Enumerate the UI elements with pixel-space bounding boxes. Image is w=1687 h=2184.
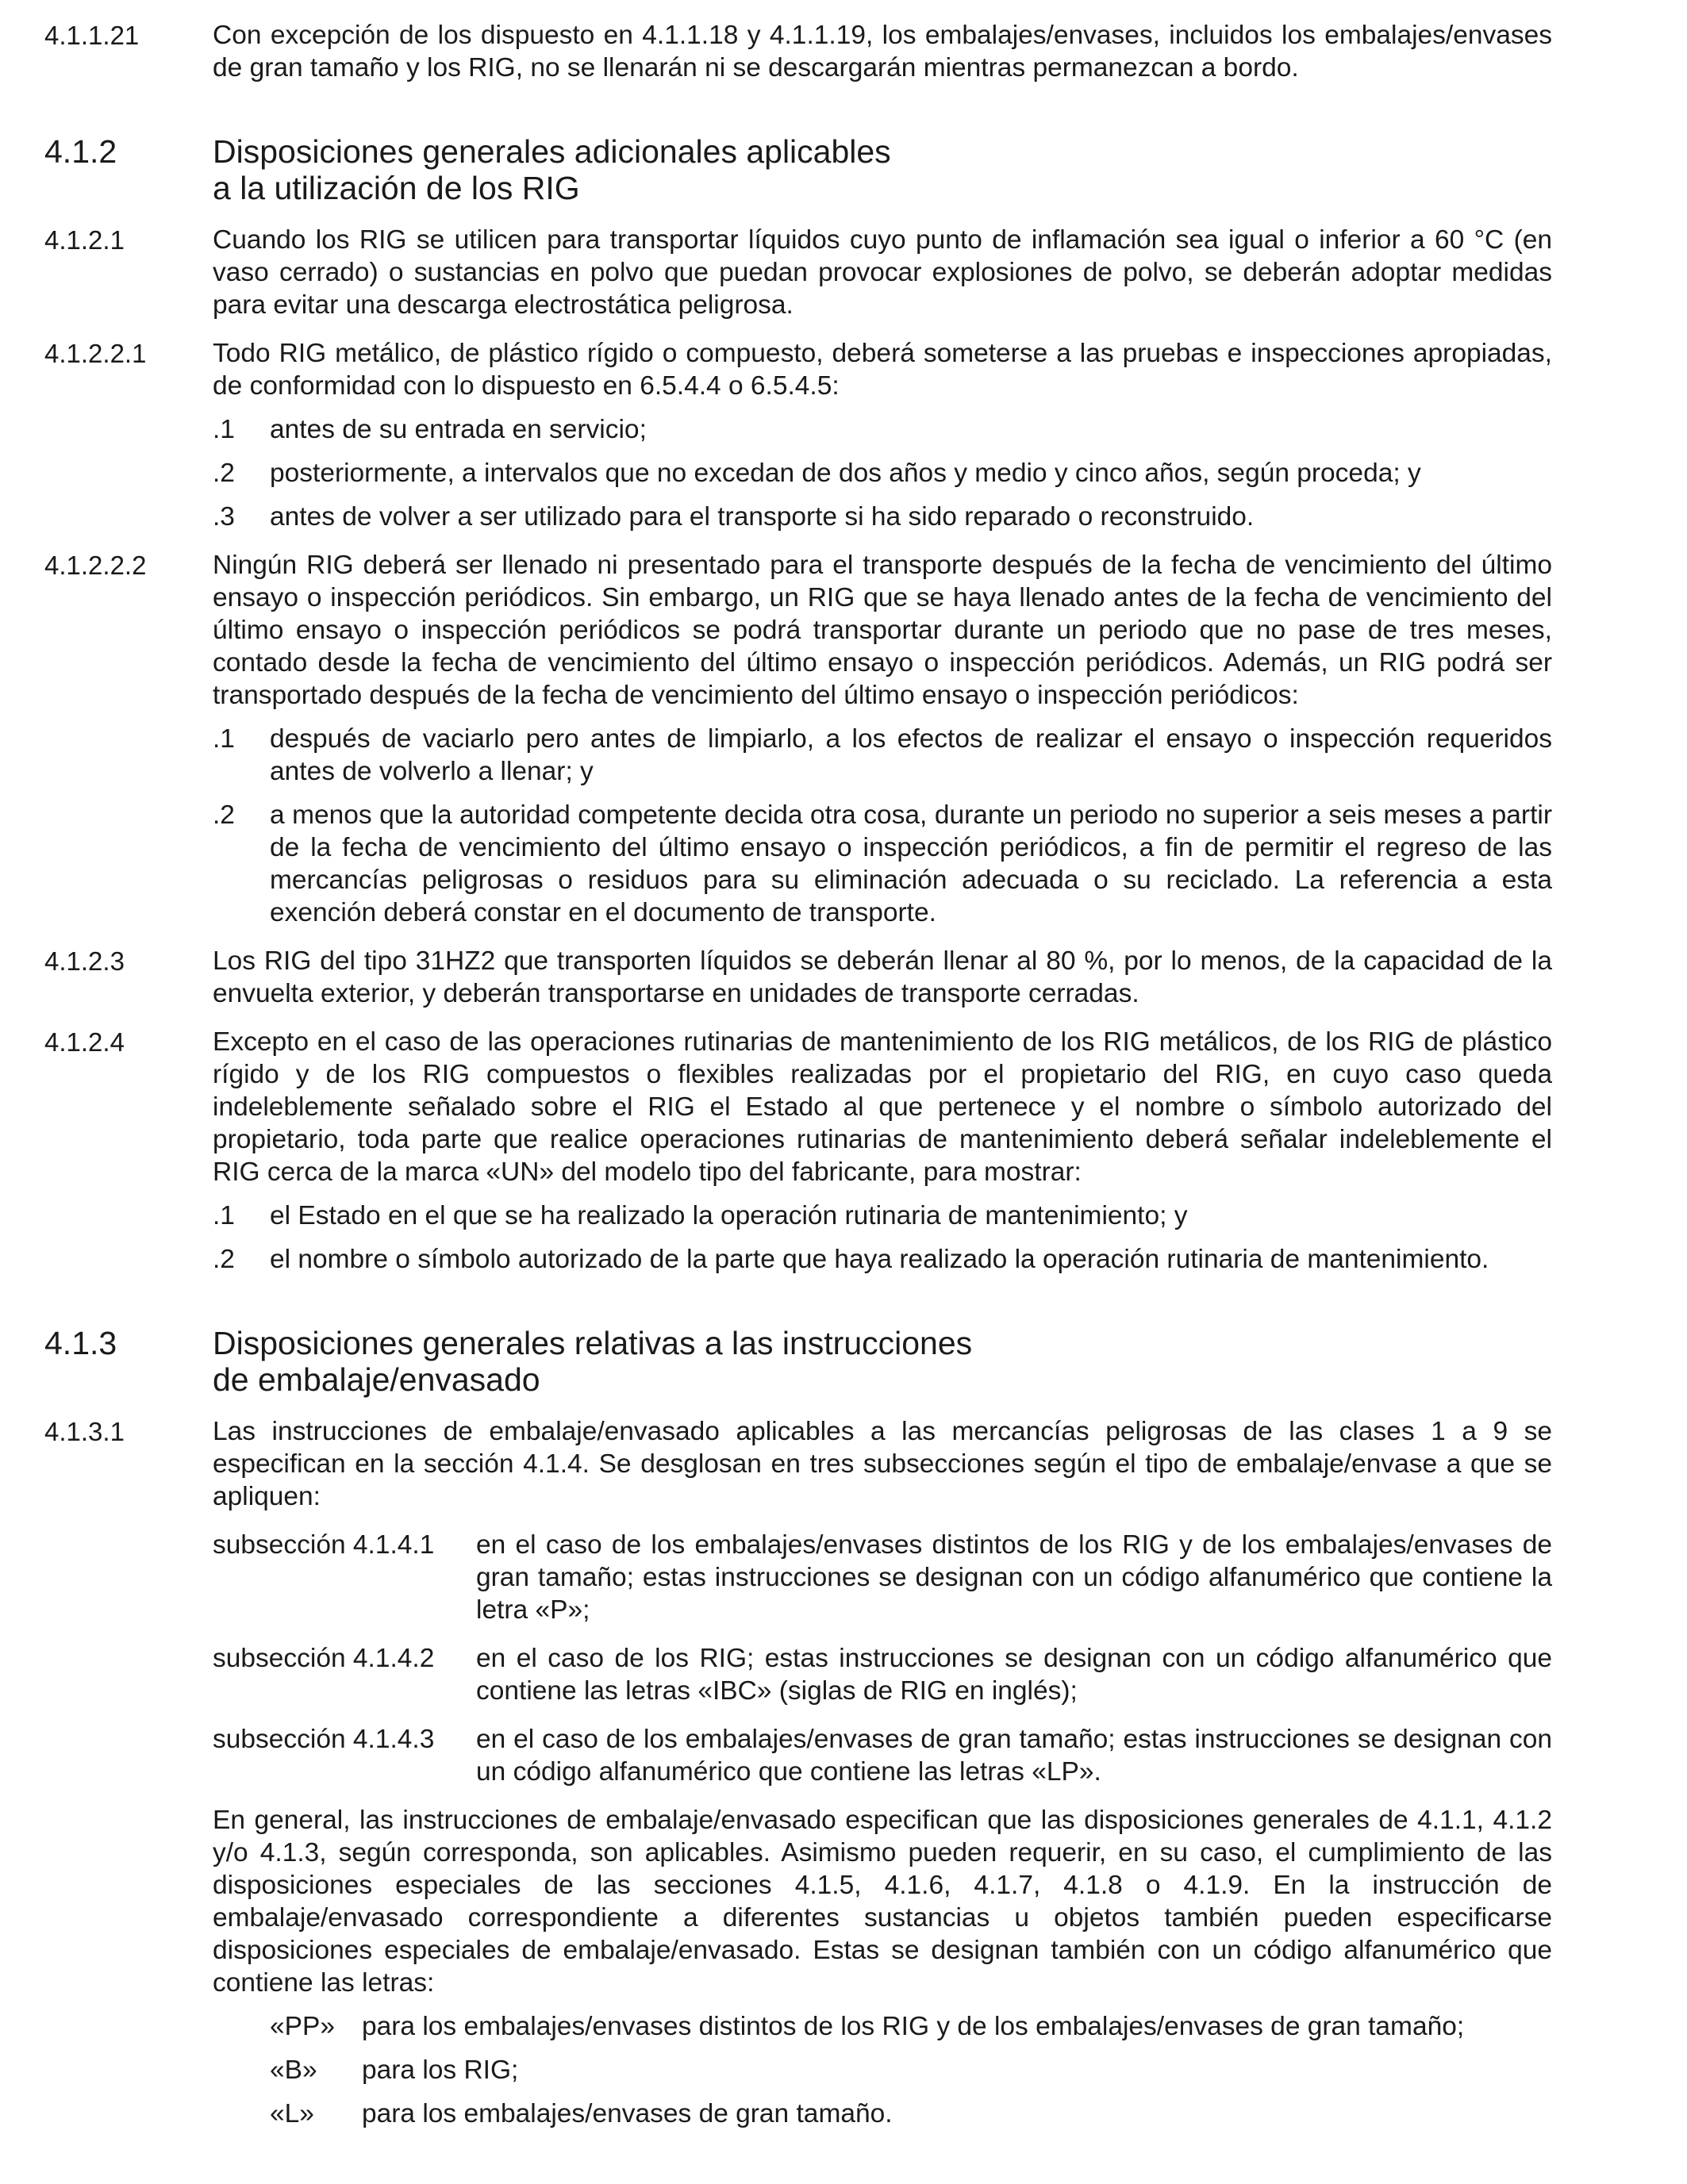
code-text: para los embalajes/envases de gran tamaño. (362, 2099, 893, 2128)
list-item (213, 723, 1552, 788)
code-label: «B» (270, 2055, 317, 2085)
code-text: para los RIG; (362, 2055, 519, 2085)
section-heading-4-1-3 (44, 1325, 1552, 1398)
subsection-item (213, 1529, 1552, 1626)
list-item-text: después de vaciarlo pero antes de limpiarlo, a los efectos de realizar el ensayo o inspección requeridos antes de volverlo a llenar; y (270, 724, 1552, 786)
paragraph-number: 4.1.2.1 (44, 225, 125, 255)
list-item (213, 1243, 1552, 1276)
list-marker: .3 (213, 502, 235, 532)
paragraph-number: 4.1.3.1 (44, 1417, 125, 1446)
list-item-text: posteriormente, a intervalos que no excedan de dos años y medio y cinco años, según proceda; y (270, 459, 1421, 488)
section-number: 4.1.3 (44, 1325, 117, 1361)
subsection-label: subsección 4.1.4.3 (213, 1725, 435, 1754)
paragraph-number: 4.1.2.2.2 (44, 551, 147, 580)
list-marker: .2 (213, 1245, 235, 1274)
subsection-item (213, 1723, 1552, 1788)
section-heading-4-1-2 (44, 133, 1552, 206)
list-item-text: el Estado en el que se ha realizado la operación rutinaria de mantenimiento; y (270, 1201, 1188, 1230)
paragraph-number: 4.1.2.2.1 (44, 339, 147, 368)
section-title-line-1: Disposiciones generales adicionales aplicables (213, 133, 891, 170)
code-label: «PP» (270, 2012, 335, 2041)
list-item-text: antes de volver a ser utilizado para el transporte si ha sido reparado o reconstruido. (270, 502, 1255, 532)
list-item-text: el nombre o símbolo autorizado de la parte que haya realizado la operación rutinaria de mantenimiento. (270, 1245, 1489, 1274)
document-page (44, 19, 1552, 2130)
section-title-line-2: a la utilización de los RIG (213, 170, 580, 206)
list-item (213, 799, 1552, 929)
paragraph-number: 4.1.2.4 (44, 1027, 125, 1057)
section-title-line-2: de embalaje/envasado (213, 1361, 540, 1398)
list-item-text: a menos que la autoridad competente decida otra cosa, durante un periodo no superior a seis meses a partir de la fecha de vencimiento del último ensayo o inspección periódicos, a fin de permitir el regreso de las mercancías peligrosas o residuos para su eliminación adecuada o su reciclado. La referencia a esta exención deberá constar en el documento de transporte. (270, 800, 1552, 927)
list-item (213, 501, 1552, 533)
subsection-item (213, 1642, 1552, 1707)
list-marker: .1 (213, 415, 235, 444)
list-marker: .2 (213, 800, 235, 830)
paragraph-4-1-2-2-2 (44, 549, 1552, 712)
general-paragraph: En general, las instrucciones de embalaje/envasado especifican que las disposiciones generales de 4.1.1, 4.1.2 y/o 4.1.3, según corresponda, son aplicables. Asimismo pueden requerir, en su caso, el cumplimiento de las disposiciones especiales de las secciones 4.1.5, 4.1.6, 4.1.7, 4.1.8 o 4.1.9. En la instrucción de embalaje/envasado correspondiente a diferentes sustancias u objetos también pueden especificarse disposiciones especiales de embalaje/envasado. Estas se designan también con un código alfanumérico que contiene las letras: (213, 1806, 1552, 1998)
list-marker: .1 (213, 1201, 235, 1230)
paragraph-text: Ningún RIG deberá ser llenado ni presentado para el transporte después de la fecha de vencimiento del último ensayo o inspección periódicos. Sin embargo, un RIG que se haya llenado antes de la fecha de vencimiento del último ensayo o inspección periódicos se podrá transportar durante un periodo que no pase de tres meses, contado desde la fecha de vencimiento del último ensayo o inspección periódicos. Además, un RIG podrá ser transportado después de la fecha de vencimiento del último ensayo o inspección periódicos: (213, 551, 1552, 710)
list-item (213, 413, 1552, 446)
paragraph-text: Todo RIG metálico, de plástico rígido o compuesto, deberá someterse a las pruebas e inspecciones apropiadas, de conformidad con lo dispuesto en 6.5.4.4 o 6.5.4.5: (213, 339, 1552, 401)
list-item-text: antes de su entrada en servicio; (270, 415, 647, 444)
paragraph-4-1-2-1 (44, 224, 1552, 321)
list-item (213, 1199, 1552, 1232)
subsection-text: en el caso de los embalajes/envases distintos de los RIG y de los embalajes/envases de gran tamaño; estas instrucciones se designan con un código alfanumérico que contiene la letra «P»; (476, 1530, 1552, 1625)
subsection-label: subsección 4.1.4.1 (213, 1530, 435, 1560)
paragraph-4-1-2-2-1 (44, 337, 1552, 402)
code-label: «L» (270, 2099, 314, 2128)
code-text: para los embalajes/envases distintos de los RIG y de los embalajes/envases de gran tamaño; (362, 2012, 1465, 2041)
code-item (270, 2098, 1552, 2130)
subsection-text: en el caso de los embalajes/envases de gran tamaño; estas instrucciones se designan con un código alfanumérico que contiene las letras «LP». (476, 1725, 1552, 1787)
paragraph-text: Cuando los RIG se utilicen para transportar líquidos cuyo punto de inflamación sea igual o inferior a 60 °C (en vaso cerrado) o sustancias en polvo que puedan provocar explosiones de polvo, se deberán adoptar medidas para evitar una descarga electrostática peligrosa. (213, 225, 1552, 320)
paragraph-4-1-2-3 (44, 945, 1552, 1010)
list-marker: .1 (213, 724, 235, 754)
code-item (270, 2054, 1552, 2086)
paragraph-number: 4.1.1.21 (44, 21, 140, 50)
paragraph-text: Las instrucciones de embalaje/envasado aplicables a las mercancías peligrosas de las clases 1 a 9 se especifican en la sección 4.1.4. Se desglosan en tres subsecciones según el tipo de embalaje/envase a que se apliquen: (213, 1417, 1552, 1511)
paragraph-text: Los RIG del tipo 31HZ2 que transporten líquidos se deberán llenar al 80 %, por lo menos, de la capacidad de la envuelta exterior, y deberán transportarse en unidades de transporte cerradas. (213, 946, 1552, 1008)
paragraph-number: 4.1.2.3 (44, 946, 125, 976)
section-number: 4.1.2 (44, 133, 117, 170)
paragraph-4-1-1-21 (44, 19, 1552, 84)
section-title-line-1: Disposiciones generales relativas a las instrucciones (213, 1325, 973, 1361)
paragraph-text: Excepto en el caso de las operaciones rutinarias de mantenimiento de los RIG metálicos, de los RIG de plástico rígido y de los RIG compuestos o flexibles realizadas por el propietario del RIG, en cuyo caso queda indeleblemente señalado sobre el RIG el Estado al que pertenece y el nombre o símbolo autorizado del propietario, toda parte que realice operaciones rutinarias de mantenimiento deberá señalar indeleblemente el RIG cerca de la marca «UN» del modelo tipo del fabricante, para mostrar: (213, 1027, 1552, 1187)
list-item (213, 457, 1552, 489)
subsection-text: en el caso de los RIG; estas instrucciones se designan con un código alfanumérico que contiene las letras «IBC» (siglas de RIG en inglés); (476, 1644, 1552, 1706)
paragraph-text: Con excepción de los dispuesto en 4.1.1.18 y 4.1.1.19, los embalajes/envases, incluidos los embalajes/envases de gran tamaño y los RIG, no se llenarán ni se descargarán mientras permanezcan a bordo. (213, 21, 1552, 83)
subsection-label: subsección 4.1.4.2 (213, 1644, 435, 1673)
paragraph-4-1-2-4 (44, 1026, 1552, 1188)
code-item (270, 2010, 1552, 2043)
list-marker: .2 (213, 459, 235, 488)
paragraph-4-1-3-1 (44, 1415, 1552, 1513)
